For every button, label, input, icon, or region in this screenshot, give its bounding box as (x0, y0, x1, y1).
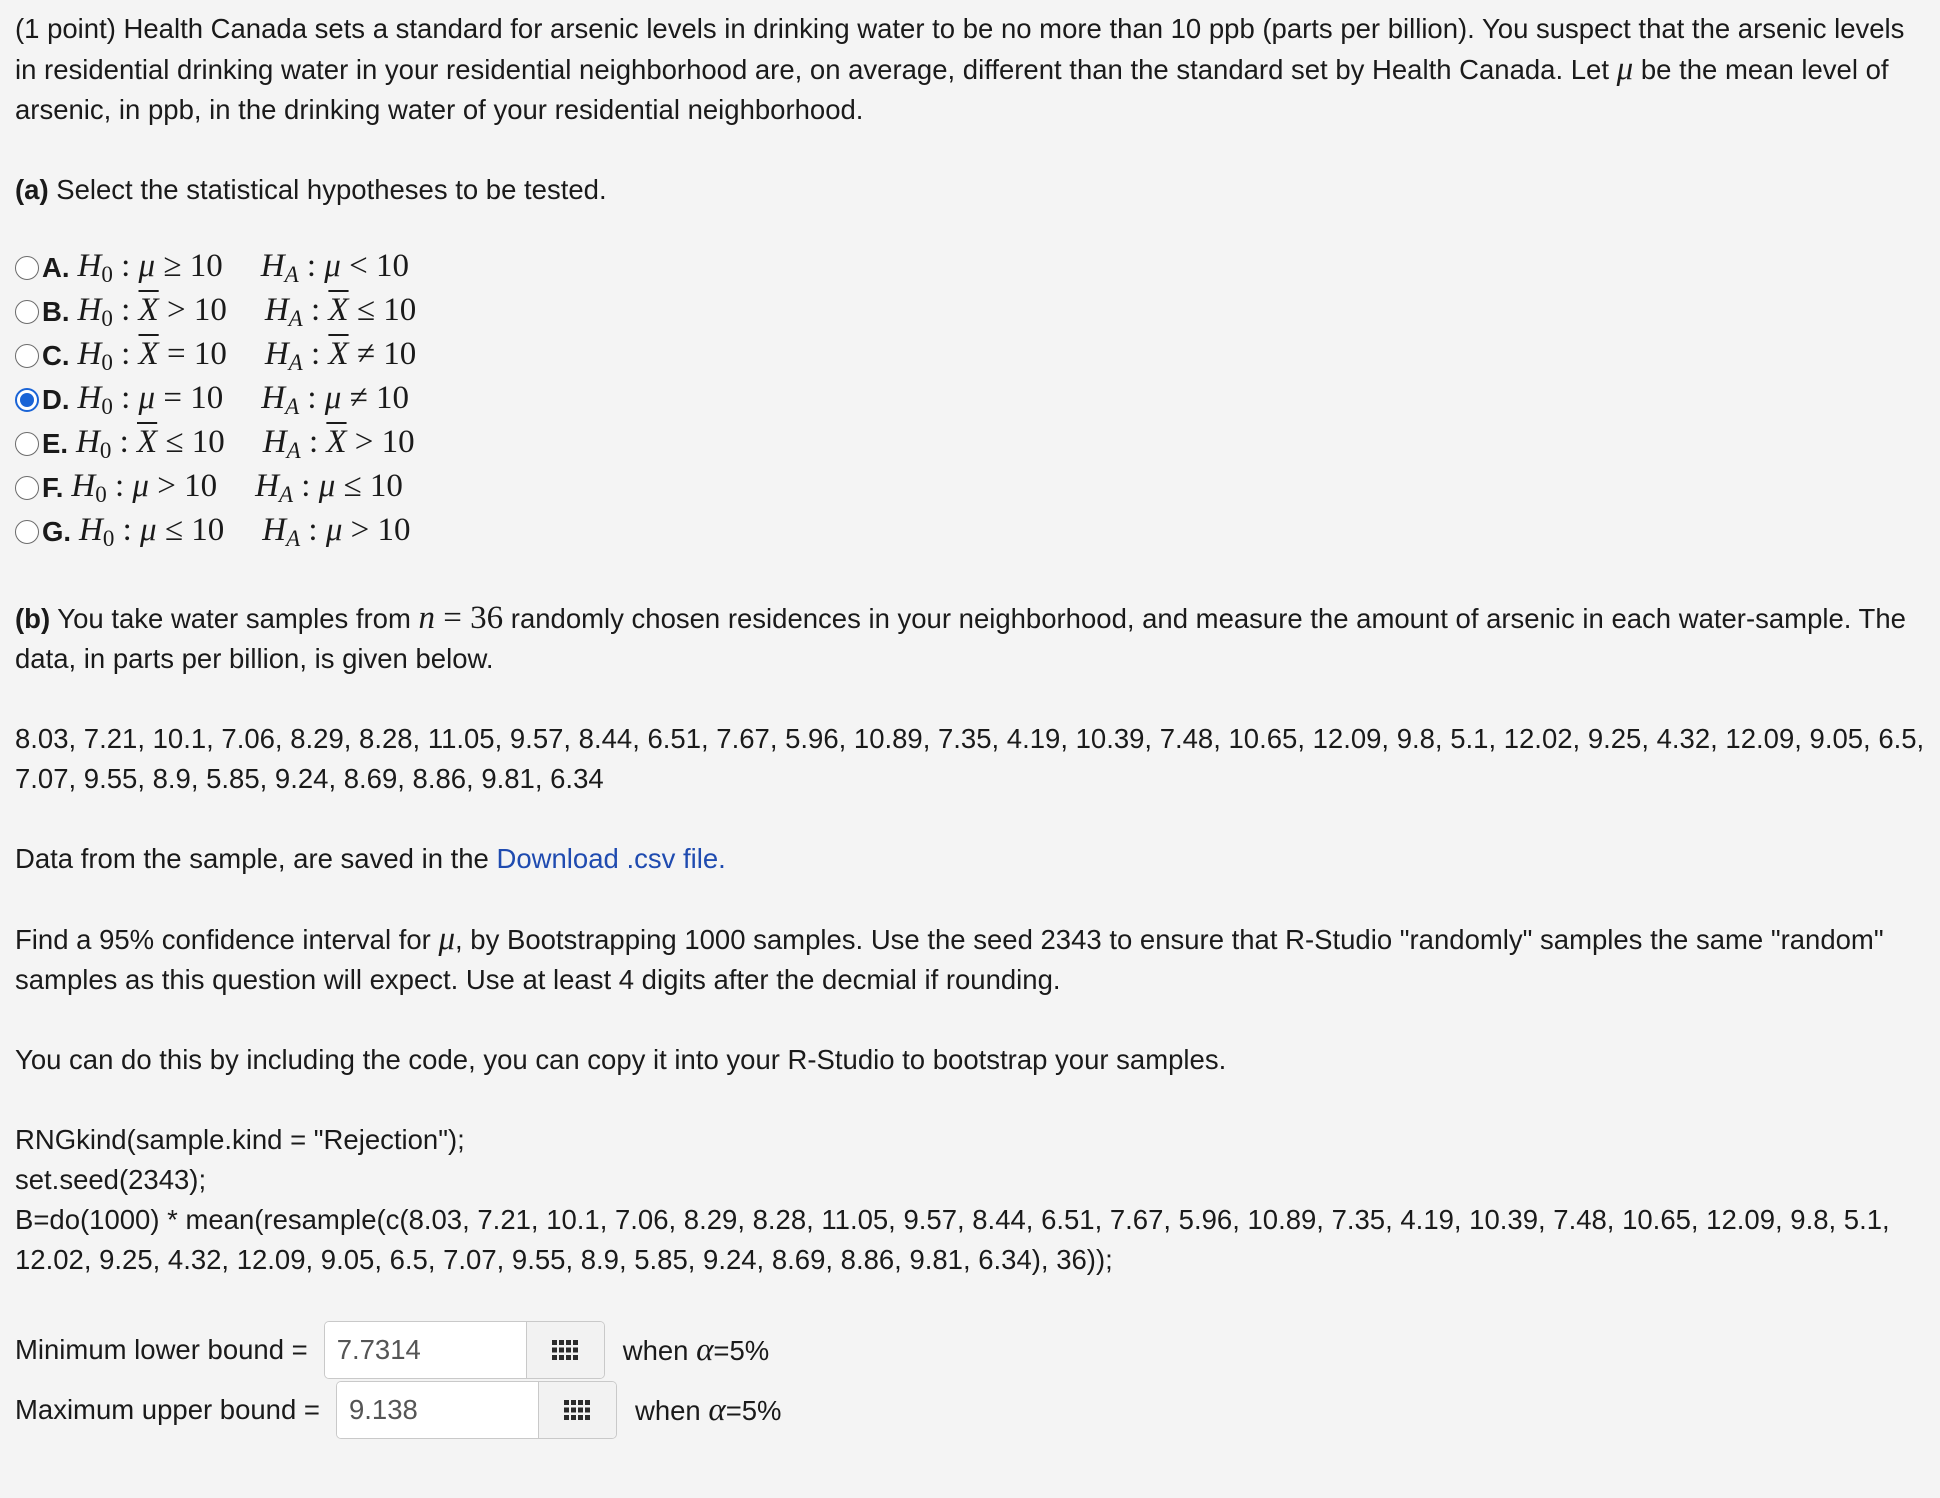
mu-symbol: μ (1616, 51, 1634, 87)
null-hypothesis: $H_0$ : μ > 10 (71, 468, 218, 507)
problem-content (15, 9, 1925, 1440)
code-line: RNGkind(sample.kind = "Rejection"); (15, 1124, 465, 1155)
alt-hypothesis: $H_A$ : μ ≤ 10 (255, 468, 403, 507)
option-letter: E. (42, 428, 68, 459)
upper-bound-alpha-note: when α=5% (634, 1391, 782, 1428)
code-line: B=do(1000) * mean(resample(c(8.03, 7.21, 10.1, 7.06, 8.29, 8.28, 11.05, 9.57, 8.44, 6.51, 7.67, 5.96, 10.89, 7.35, 4.19, 10.39, 7.48, 10.65, 12.09, 9.8, 5.1, 12.02, 9.25, 4.32, 12.09, 9.05, 6.5, 7.07, 9.55, 8.9, 5.85, 9.24, 8.69, 8.86, 9.81, 6.34), 36)); (15, 1204, 1890, 1275)
option-e[interactable] (15, 422, 1925, 466)
lower-bound-alpha-note: when α=5% (622, 1331, 770, 1368)
lower-bound-input[interactable] (325, 1322, 526, 1378)
problem-intro: (1 point) Health Canada sets a standard for arsenic levels in drinking water to be no more than 10 ppb (parts per billion). You suspect that the arsenic levels in residential drinking water in your residential neighborhood are, on average, different than the standard set by Health Canada. Let μ be the mean level of arsenic, in ppb, in the drinking water of your residential neighborhood. (15, 13, 1905, 125)
part-b-prompt: (b) You take water samples from n = 36 randomly chosen residences in your neighborhood, and measure the amount of arsenic in each water-sample. The data, in parts per billion, is given below. (15, 600, 1906, 674)
upper-bound-answer-box (336, 1381, 617, 1439)
option-letter: B. (42, 296, 70, 327)
download-line: Data from the sample, are saved in the Download .csv file. (15, 843, 726, 874)
lower-bound-answer-box (324, 1321, 605, 1379)
ci-instructions: Find a 95% confidence interval for μ, by Bootstrapping 1000 samples. Use the seed 2343 to ensure that R-Studio "randomly" samples the same "random" samples as this question will expect. Use at least 4 digits after the decmial if rounding. (15, 921, 1884, 995)
null-hypothesis: $H_0$ : $\overline{X} = 10$ (77, 336, 227, 375)
lower-bound-entry-button[interactable] (526, 1322, 604, 1378)
radio-button[interactable] (15, 432, 39, 456)
null-hypothesis: $H_0$ : μ ≥ 10 (77, 248, 223, 287)
upper-bound-input[interactable] (337, 1382, 538, 1438)
option-c[interactable] (15, 334, 1925, 378)
alt-hypothesis: $H_A$ : μ > 10 (262, 512, 411, 551)
radio-button[interactable] (15, 256, 39, 280)
code-intro: You can do this by including the code, you can copy it into your R-Studio to bootstrap your samples. (15, 1044, 1227, 1075)
alt-hypothesis: $H_A$ : μ ≠ 10 (261, 380, 409, 419)
option-letter: D. (42, 384, 70, 415)
option-a[interactable] (15, 246, 1925, 290)
null-hypothesis: $H_0$ : μ ≤ 10 (79, 512, 225, 551)
grid-icon (563, 1399, 591, 1421)
radio-button[interactable] (15, 388, 39, 412)
option-letter: F. (42, 472, 64, 503)
upper-bound-label: Maximum upper bound = (15, 1394, 320, 1425)
option-letter: A. (42, 252, 70, 283)
option-d[interactable] (15, 378, 1925, 422)
sample-data: 8.03, 7.21, 10.1, 7.06, 8.29, 8.28, 11.05, 9.57, 8.44, 6.51, 7.67, 5.96, 10.89, 7.35, 4.19, 10.39, 7.48, 10.65, 12.09, 9.8, 5.1, 12.02, 9.25, 4.32, 12.09, 9.05, 6.5, 7.07, 9.55, 8.9, 5.85, 9.24, 8.69, 8.86, 9.81, 6.34 (15, 723, 1925, 794)
null-hypothesis: $H_0$ : $\overline{X} \le 10$ (75, 424, 225, 463)
radio-button[interactable] (15, 476, 39, 500)
radio-button[interactable] (15, 300, 39, 324)
code-line: set.seed(2343); (15, 1164, 207, 1195)
hypothesis-options (15, 246, 1925, 554)
option-letter: C. (42, 340, 70, 371)
alt-hypothesis: $H_A$ : $\overline{X} \le 10$ (264, 292, 417, 331)
option-g[interactable] (15, 510, 1925, 554)
null-hypothesis: $H_0$ : μ = 10 (77, 380, 224, 419)
option-f[interactable] (15, 466, 1925, 510)
answer-section (15, 1320, 1925, 1440)
radio-button[interactable] (15, 520, 39, 544)
upper-bound-row (15, 1380, 1925, 1440)
option-b[interactable] (15, 290, 1925, 334)
part-a-prompt: (a) Select the statistical hypotheses to be tested. (15, 174, 607, 205)
download-csv-link[interactable]: Download .csv file. (496, 843, 726, 874)
option-letter: G. (42, 516, 72, 547)
lower-bound-label: Minimum lower bound = (15, 1334, 308, 1365)
lower-bound-row (15, 1320, 1925, 1380)
alt-hypothesis: $H_A$ : μ < 10 (260, 248, 409, 287)
null-hypothesis: $H_0$ : $\overline{X} > 10$ (77, 292, 227, 331)
radio-button[interactable] (15, 344, 39, 368)
alt-hypothesis: $H_A$ : $\overline{X} > 10$ (262, 424, 415, 463)
r-code-block (15, 1120, 1925, 1280)
grid-icon (551, 1339, 579, 1361)
upper-bound-entry-button[interactable] (538, 1382, 616, 1438)
alt-hypothesis: $H_A$ : $\overline{X} \ne 10$ (264, 336, 417, 375)
